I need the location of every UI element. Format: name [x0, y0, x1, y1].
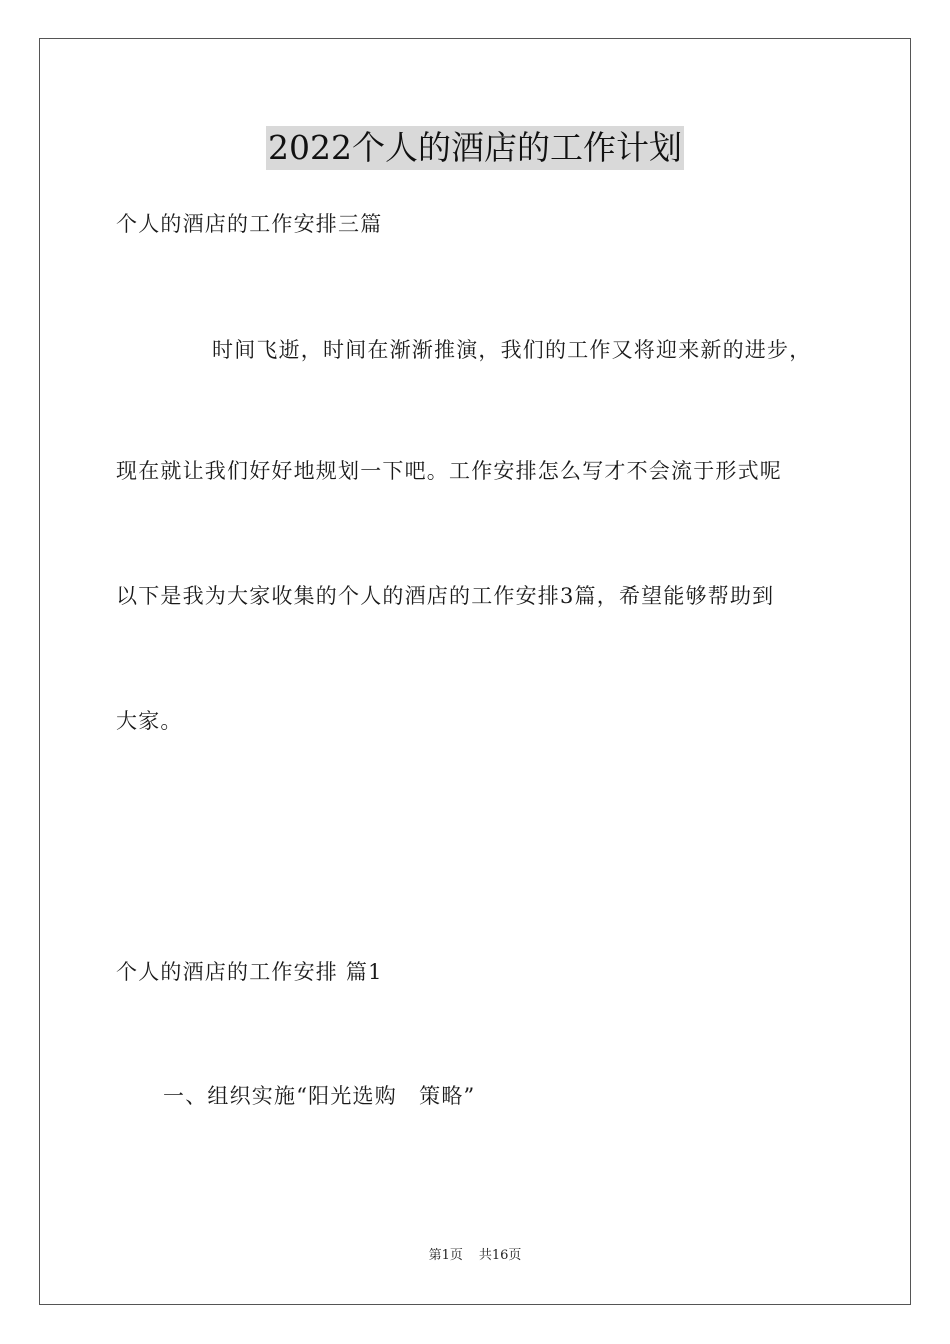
paragraph-line-1: 时间飞逝，时间在渐渐推演，我们的工作又将迎来新的进步，	[212, 338, 812, 362]
paragraph-line-3: 以下是我为大家收集的个人的酒店的工作安排3篇，希望能够帮助到	[116, 584, 775, 608]
title-container	[0, 126, 950, 170]
item-heading: 一、组织实施“阳光选购 策略”	[163, 1084, 476, 1108]
paragraph-line-4: 大家。	[116, 709, 183, 733]
document-title: 2022个人的酒店的工作计划	[266, 126, 684, 170]
section-heading: 个人的酒店的工作安排 篇1	[116, 960, 383, 984]
page-total: 共16页	[478, 1248, 522, 1263]
paragraph-line-2: 现在就让我们好好地规划一下吧。工作安排怎么写才不会流于形式呢	[116, 459, 782, 483]
page-footer	[0, 1247, 950, 1265]
document-subtitle: 个人的酒店的工作安排三篇	[116, 212, 383, 236]
page-number: 第1页	[428, 1248, 463, 1263]
